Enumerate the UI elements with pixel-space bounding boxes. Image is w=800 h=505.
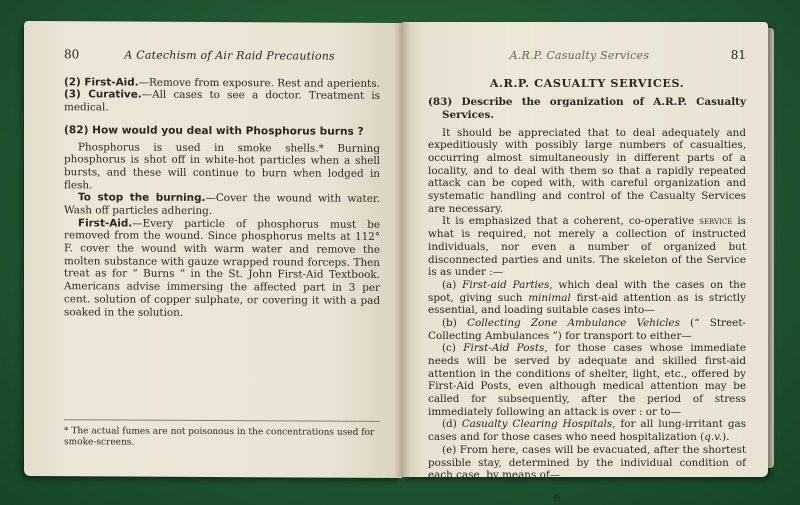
right-page: [402, 22, 768, 505]
item-d: (d) Casualty Clearing Hospitals, for all lung-irritant gas cases and for those cases who need hospitalization (q.v.).: [428, 418, 747, 444]
item-3: (3) Curative.—All cases to see a doctor. Treatment is medical.: [64, 88, 380, 114]
item-a: (a) First-aid Parties, which deal with the cases on the spot, giving such minimal first-aid attention as is strictly essential, and loading suitable cases into—: [428, 278, 746, 317]
item-b: (b) Collecting Zone Ambulance Vehicles (“ Street-Collecting Ambulances ”) for transport to either—: [428, 316, 747, 342]
first-aid-paragraph: First-Aid.—Every particle of phosphorus must be removed from the wound. Since phosphorus melts at 112° F. cover the wound with warm water and remove the molten substance with gauze wrapped round forceps. Then treat as for “ Burns ” in the St. John First-Aid Textbook. Americans advise immersing the affected part in 3 per cent. solution of copper sulphate, or covering it with a pad soaked in the solution.: [64, 217, 380, 319]
casualty-paragraph-1: It should be appreciated that to deal adequately and expeditiously with possibly large numbers of casualties, occurring almost simultaneously in different parts of a locality, and to deal with them so that a rapidly repeated attack can be coped with, with careful organization and systematic handling and control of the Casualty Services are necessary.: [428, 126, 746, 215]
section-heading: A.R.P. CASUALTY SERVICES.: [489, 75, 685, 90]
question-83: (83) Describe the organization of A.R.P. Casualty Services.: [428, 96, 746, 121]
signature-mark: 6: [553, 491, 561, 505]
casualty-paragraph-2: It is emphasized that a coherent, co-operative service is what is required, not merely a collection of instructed individuals, nor even a number of organized but disconnected parties and units. The skeleton of the Service is as under :—: [428, 215, 746, 279]
stop-burning-paragraph: To stop the burning.—Cover the wound with water. Wash off particles adhering.: [64, 191, 380, 218]
item-2: (2) First-Aid.—Remove from exposure. Rest and aperients.: [64, 75, 380, 90]
item-e: (e) From here, cases will be evacuated, after the shortest possible stay, determined by the individual condition of each case, by means of—: [428, 443, 746, 482]
left-page-header: [64, 47, 380, 63]
left-page: [24, 21, 402, 478]
left-page-number: 80: [64, 47, 80, 62]
phosphorus-paragraph: Phosphorus is used in smoke shells.* Burning phosphorus is shot off in white-hot particles when a shell bursts, and these will continue to burn when lodged in flesh.: [64, 140, 380, 192]
item-c: (c) First-Aid Posts, for those cases whose immediate needs will be served by adequate and skilled first-aid attention in the conditions of shelter, light, etc., offered by First-Aid Posts, even although medical attention may be called for subsequently, after the period of stress immediately following an attack is over : or to—: [428, 342, 746, 418]
right-page-header: [428, 48, 746, 63]
footnote: * The actual fumes are not poisonous in the concentrations used for smoke-screens.: [64, 420, 380, 450]
right-page-number: 81: [730, 48, 746, 62]
left-running-title: A Catechism of Air Raid Precautions: [124, 48, 335, 63]
right-running-title: A.R.P. Casualty Services: [509, 49, 650, 62]
question-82: (82) How would you deal with Phosphorus burns ?: [64, 123, 364, 138]
open-book: [24, 22, 774, 505]
book-spine: [394, 22, 410, 477]
